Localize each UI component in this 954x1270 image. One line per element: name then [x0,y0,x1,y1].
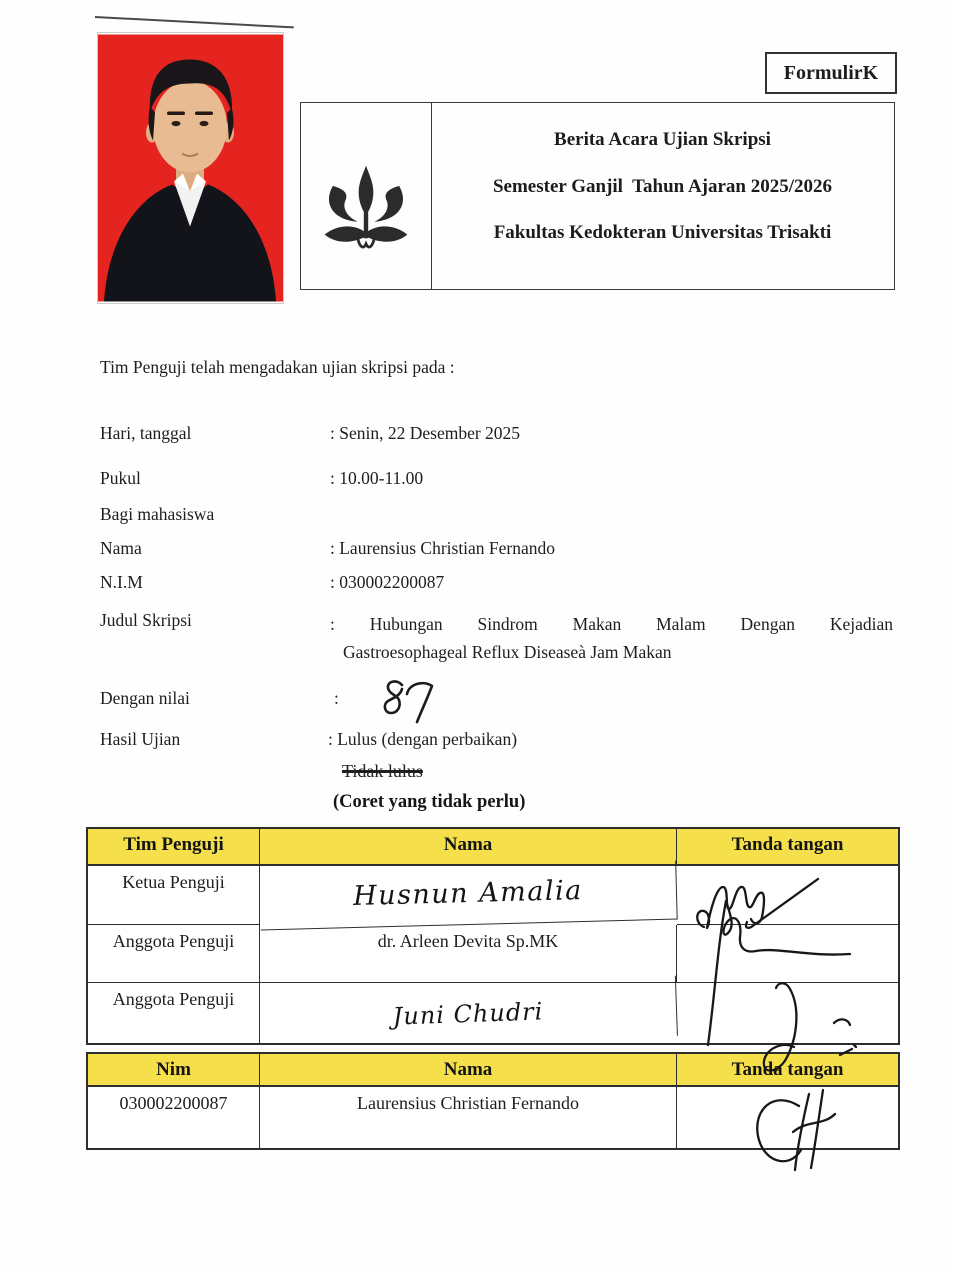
logo-cell [301,103,432,289]
student-header-name: Nama [260,1054,677,1087]
examiner-row-role: Anggota Penguji [88,983,260,1043]
header-box [300,102,895,290]
intro-text: Tim Penguji telah mengadakan ujian skripsi pada : [100,357,455,377]
field-label-judul: Judul Skripsi [100,610,192,630]
field-value-judul [330,610,893,666]
examiner-row-signature-cell [677,866,898,925]
judul-line-2: Gastroesophageal Reflux Diseaseà Jam Makan [343,642,672,662]
field-label-nim: N.I.M [100,572,143,592]
examiner-row-name-handwritten: Juni Chudri [259,976,678,1051]
student-row-signature-cell [677,1087,898,1148]
hasil-struck-option: Tidak lulus [342,761,423,781]
examiner-header-signature: Tanda tangan [677,829,898,866]
examiner-row-role: Ketua Penguji [88,866,260,925]
student-row-nim: 030002200087 [88,1087,260,1148]
field-value-hasil: : Lulus (dengan perbaikan) [328,729,518,749]
field-value-pukul: : 10.00-11.00 [330,468,424,488]
field-value-nama: : Laurensius Christian Fernando [330,538,556,558]
header-title-2: Semester Ganjil Tahun Ajaran 2025/2026 [492,176,833,197]
examiner-row-name-handwritten: Husnun Amalia [259,861,677,931]
field-label-nilai: Dengan nilai [100,688,190,708]
examiner-row-name-printed: dr. Arleen Devita Sp.MK [260,925,677,983]
header-title-cell [431,103,894,289]
field-value-nim: : 030002200087 [330,572,445,592]
examiner-row-role: Anggota Penguji [88,925,260,983]
field-value-hari: : Senin, 22 Desember 2025 [330,423,521,443]
scan-artifact-line [95,16,294,28]
examiner-row-signature-cell [677,925,898,983]
field-label-bagi: Bagi mahasiswa [100,504,215,524]
field-label-hari: Hari, tanggal [100,423,192,443]
judul-line-1: : Hubungan Sindrom Makan Malam Dengan Kejadian [330,614,893,634]
trisakti-emblem-icon [318,161,414,253]
examiner-table [86,827,900,1045]
examiner-header-name: Nama [260,829,677,866]
student-photo [98,33,283,303]
examiner-header-role: Tim Penguji [88,829,260,866]
header-title-3: Fakultas Kedokteran Universitas Trisakti [493,222,832,243]
coret-note: (Coret yang tidak perlu) [333,792,526,812]
student-photo-illustration [98,33,283,303]
student-table [86,1052,900,1150]
student-header-nim: Nim [88,1054,260,1087]
student-header-signature: Tanda tangan [677,1054,898,1087]
examiner-row-signature-cell [677,983,898,1043]
field-label-hasil: Hasil Ujian [100,729,181,749]
nilai-colon: : [334,688,339,708]
field-label-pukul: Pukul [100,468,141,488]
header-title-1: Berita Acara Ujian Skripsi [554,129,771,150]
student-row-name: Laurensius Christian Fernando [260,1087,677,1148]
form-code-box [765,52,897,94]
handwritten-score-87 [375,676,439,724]
form-code-label: FormulirK [783,61,879,84]
field-label-nama: Nama [100,538,142,558]
